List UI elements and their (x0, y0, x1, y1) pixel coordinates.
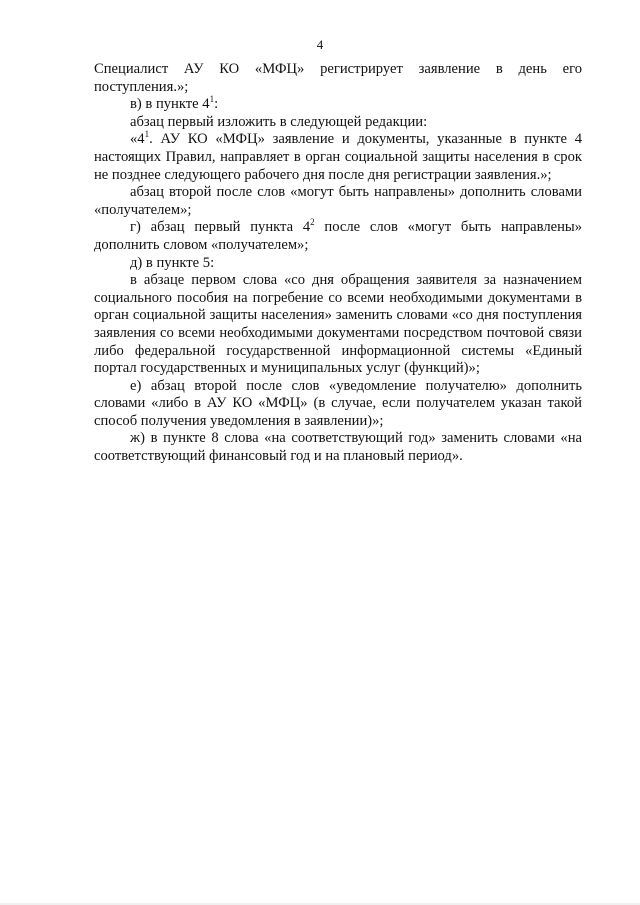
paragraph-text: д) в пункте 5: (130, 254, 215, 271)
paragraph-p6 (94, 219, 582, 254)
paragraph-text: абзац второй после слов «могут быть направлены» дополнить словами «получателем»; (94, 184, 582, 218)
paragraph-text: в) в пункте 4 (130, 96, 210, 113)
paragraph-text: г) абзац первый пункта 4 (130, 219, 311, 236)
paragraph-text: . АУ КО «МФЦ» заявление и документы, указанные в пункте 4 настоящих Правил, направляет в орган социальной защиты населения в срок не позднее следующего рабочего дня после дня регистрации заявления.»; (94, 131, 582, 183)
superscript: 1 (209, 94, 215, 105)
paragraph-p5 (94, 184, 582, 219)
paragraph-p8 (94, 272, 582, 378)
paragraph-p10 (94, 430, 582, 465)
paragraph-text: : (214, 96, 219, 113)
superscript: 2 (310, 217, 315, 228)
superscript: 1 (144, 129, 150, 140)
paragraph-text: после слов «могут быть направлены» дополнить словом «получателем»; (94, 219, 582, 253)
paragraph-text: е) абзац второй после слов «уведомление получателю» дополнить словами «либо в АУ КО «МФЦ» (в случае, если получателем указан такой способ получения уведомления в заявлении)»; (94, 377, 582, 429)
paragraph-text: «4 (130, 131, 145, 148)
paragraph-p2 (94, 96, 582, 114)
paragraph-p9 (94, 378, 582, 431)
paragraph-p1 (94, 61, 582, 96)
paragraph-p3 (94, 114, 582, 132)
paragraph-p7 (94, 255, 582, 273)
document-body (94, 61, 582, 466)
paragraph-text: абзац первый изложить в следующей редакции: (130, 113, 428, 130)
paragraph-text: ж) в пункте 8 слова «на соответствующий год» заменить словами «на соответствующий финансовый год и на плановый период». (94, 430, 582, 465)
paragraph-text: Специалист АУ КО «МФЦ» регистрирует заявление в день его поступления.»; (94, 61, 582, 95)
paragraph-p4 (94, 131, 582, 184)
paragraph-text: в абзаце первом слова «со дня обращения заявителя за назначением социального пособия на погребение со всеми необходимыми документами в орган социальной защиты населения» заменить словами «со дня поступления заявления со всеми необходимыми документами посредством почтовой связи либо федеральной государственной информационной системы «Единый портал государственных и муниципальных услуг (функций)»; (94, 272, 582, 377)
page-number: 4 (316, 37, 324, 52)
